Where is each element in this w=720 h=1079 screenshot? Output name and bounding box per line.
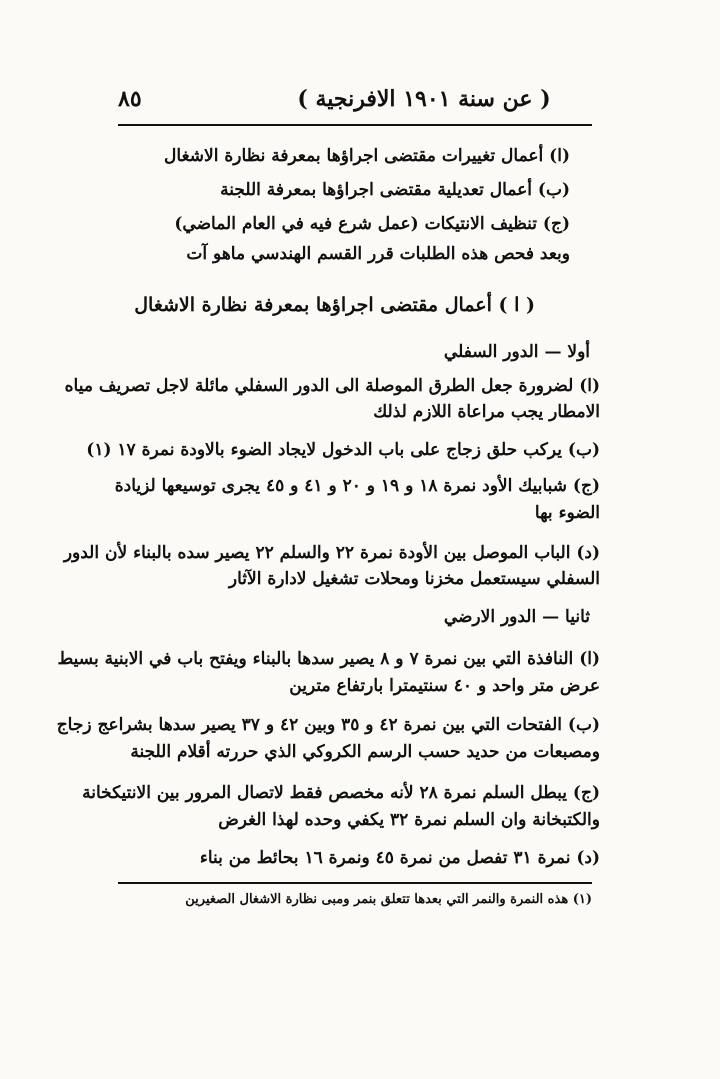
page-number: ٨٥: [118, 86, 142, 112]
section-heading: ( ا ) أعمال مقتضى اجراؤها بمعرفة نظارة الاشغال: [134, 294, 535, 316]
intro-item: (ج) تنظيف الانتيكات (عمل شرع فيه في العام الماضي): [174, 214, 570, 234]
footnote: (١) هذه النمرة والنمر التي بعدها تتعلق بنمر ومبى نظارة الاشغال الصغيرين: [185, 892, 592, 907]
ground-floor-title: ثانيا — الدور الارضي: [443, 607, 590, 627]
running-header: [118, 86, 590, 120]
header-rule: [118, 124, 592, 126]
basement-item-a-cont: الامطار يجب مراعاة اللازم لذلك: [373, 402, 600, 422]
ground-item-a: (ا) النافذة التي بين نمرة ٧ و ٨ يصير سدها بالبناء ويفتح باب في الابنية بسيط: [57, 649, 600, 669]
intro-item: (ب) أعمال تعديلية مقتضى اجراؤها بمعرفة اللجنة: [220, 180, 570, 200]
ground-item-b-cont: ومصبعات من حديد حسب الرسم الكروكي الذي حررته أقلام اللجنة: [130, 742, 600, 762]
basement-item-c-cont: الضوء بها: [534, 503, 600, 523]
basement-item-d: (د) الباب الموصل بين الأودة نمرة ٢٢ والسلم ٢٢ يصير سده بالبناء لأن الدور: [63, 543, 600, 563]
basement-item-d-cont: السفلي سيستعمل مخزنا ومحلات تشغيل لادارة الآثار: [228, 569, 600, 589]
footnote-rule: [118, 882, 592, 884]
intro-paragraph: وبعد فحص هذه الطلبات قرر القسم الهندسي ماهو آت: [186, 244, 570, 264]
basement-title: أولا — الدور السفلي: [443, 342, 590, 362]
ground-item-c-cont: والكتبخانة وان السلم نمرة ٣٢ يكفي وحده لهذا الغرض: [218, 810, 600, 830]
ground-item-a-cont: عرض متر واحد و ٤٠ سنتيمترا بارتفاع مترين: [289, 676, 600, 696]
ground-item-c: (ج) يبطل السلم نمرة ٢٨ لأنه مخصص فقط لاتصال المرور بين الانتيكخانة: [82, 783, 600, 803]
basement-item-a: (ا) لضرورة جعل الطرق الموصلة الى الدور السفلي مائلة لاجل تصريف مياه: [64, 376, 600, 396]
running-title: ( عن سنة ١٩٠١ الافرنجية ): [297, 86, 551, 112]
ground-item-d: (د) نمرة ٣١ تفصل من نمرة ٤٥ ونمرة ١٦ بحائط من بناء: [199, 848, 600, 868]
basement-item-c: (ج) شبابيك الأود نمرة ١٨ و ١٩ و ٢٠ و ٤١ و ٤٥ يجرى توسيعها لزيادة: [114, 476, 600, 496]
intro-item: (ا) أعمال تغييرات مقتضى اجراؤها بمعرفة نظارة الاشغال: [164, 146, 570, 166]
ground-item-b: (ب) الفتحات التي بين نمرة ٤٢ و ٣٥ وبين ٤٢ و ٣٧ يصير سدها بشراعج زجاج: [56, 715, 600, 735]
basement-item-b: (ب) يركب حلق زجاج على باب الدخول لايجاد الضوء بالاودة نمرة ١٧ (١): [86, 440, 600, 460]
